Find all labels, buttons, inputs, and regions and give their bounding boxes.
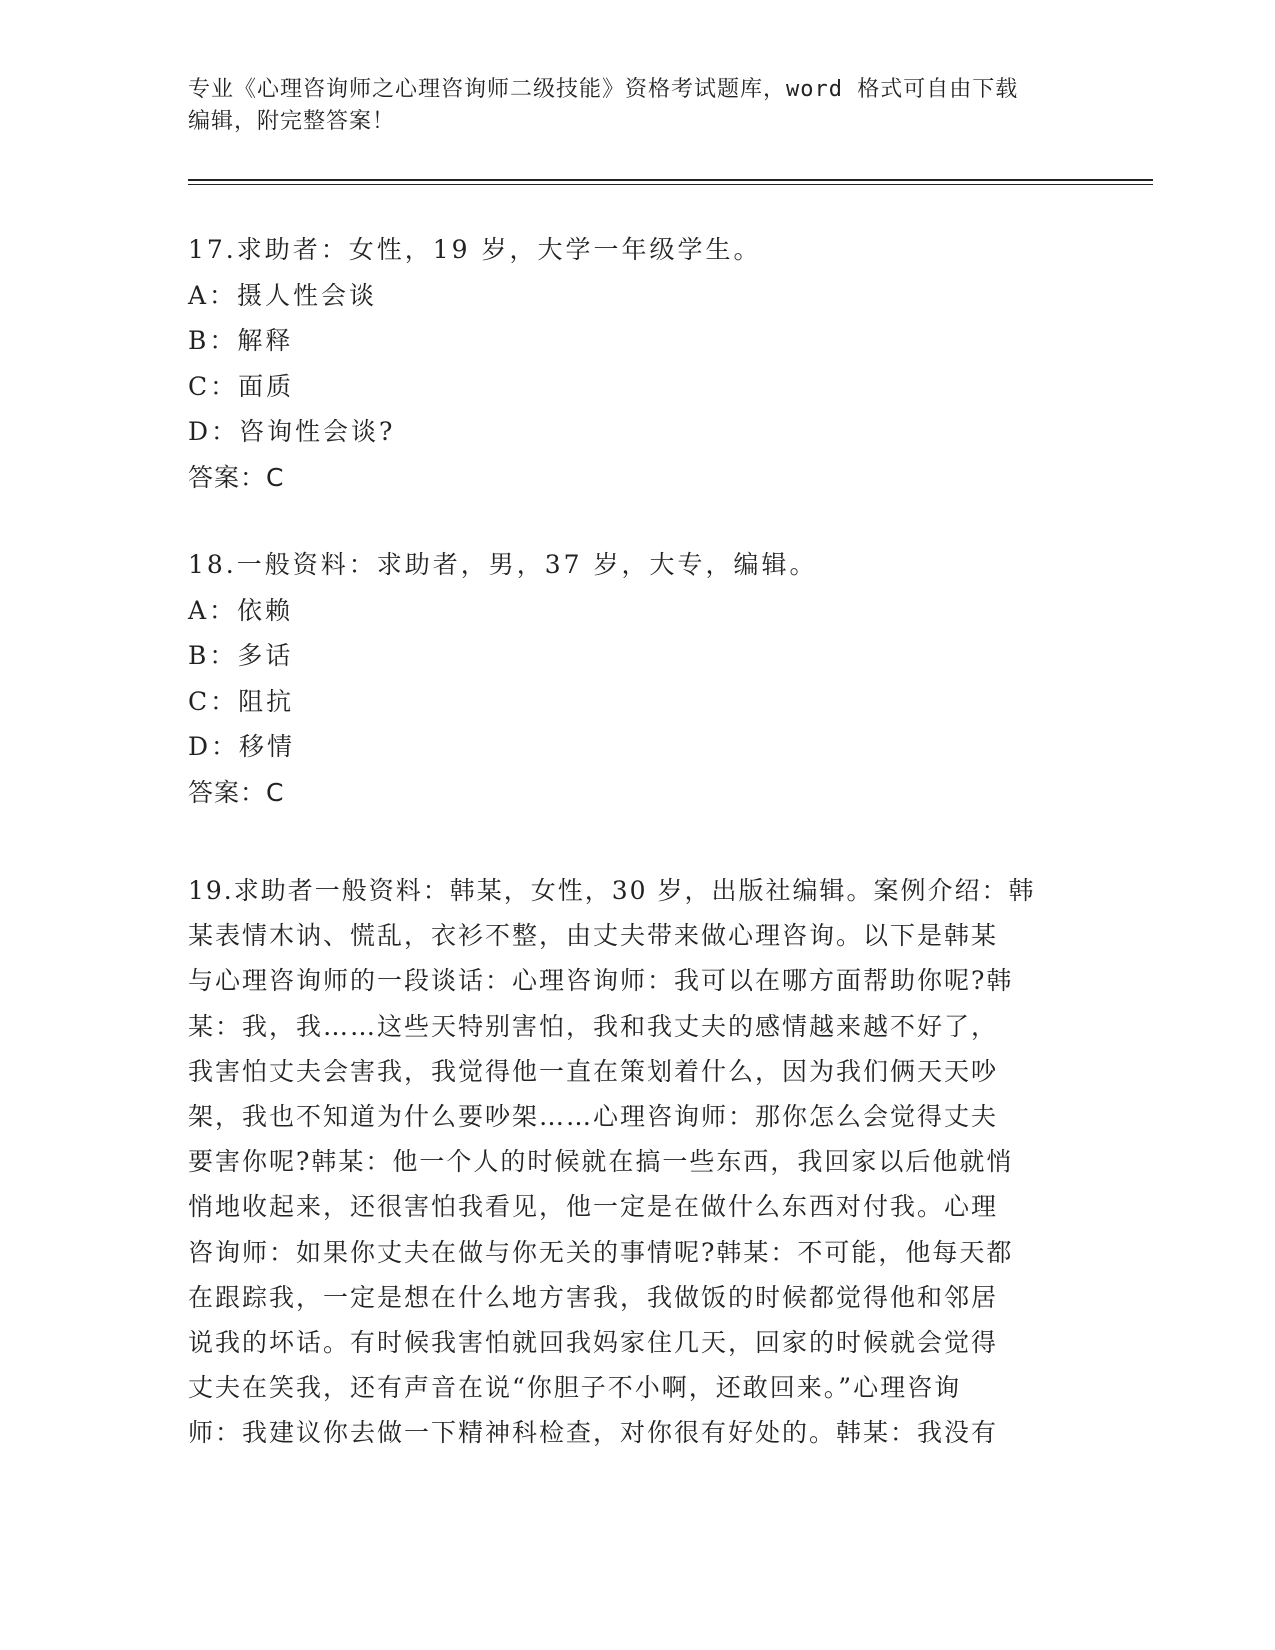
document-header (188, 74, 1088, 138)
question-19-line: 师：我建议你去做一下精神科检查，对你很有好处的。韩某：我没有 (188, 1418, 999, 1448)
option-b: B：解释 (188, 326, 294, 355)
option-d: D：移情 (188, 732, 296, 761)
question-18 (188, 542, 1088, 815)
option-b: B：多话 (188, 641, 294, 670)
header-divider-thin (188, 184, 1153, 185)
option-d: D：咨询性会谈? (188, 417, 396, 446)
header-line-2: 编辑，附完整答案！ (188, 109, 396, 134)
question-19-line: 在跟踪我，一定是想在什么地方害我，我做饭的时候都觉得他和邻居 (188, 1282, 999, 1312)
question-19-line: 丈夫在笑我，还有声音在说“你胆子不小啊，还敢回来。”心理咨询 (188, 1373, 962, 1403)
header-line-1: 专业《心理咨询师之心理咨询师二级技能》资格考试题库，word 格式可自由下载 (188, 77, 1019, 102)
question-stem: 18.一般资料：求助者，男，37 岁，大专，编辑。 (188, 550, 818, 579)
question-19-line: 架，我也不知道为什么要吵架……心理咨询师：那你怎么会觉得丈夫 (188, 1101, 999, 1131)
question-19-line: 悄地收起来，还很害怕我看见，他一定是在做什么东西对付我。心理 (188, 1192, 999, 1222)
question-19-line: 某：我，我……这些天特别害怕，我和我丈夫的感情越来越不好了， (188, 1011, 999, 1041)
question-19-line: 说我的坏话。有时候我害怕就回我妈家住几天，回家的时候就会觉得 (188, 1327, 999, 1357)
option-a: A：依赖 (188, 595, 294, 625)
question-19-line: 要害你呢?韩某：他一个人的时候就在搞一些东西，我回家以后他就悄 (188, 1147, 1014, 1177)
question-19-line: 某表情木讷、慌乱，衣衫不整，由丈夫带来做心理咨询。以下是韩某 (188, 921, 999, 951)
header-divider-thick (188, 179, 1153, 181)
question-stem: 17.求助者：女性，19 岁，大学一年级学生。 (188, 235, 762, 264)
question-19-line: 19.求助者一般资料：韩某，女性，30 岁，出版社编辑。案例介绍：韩 (188, 876, 1036, 905)
question-19-line: 咨询师：如果你丈夫在做与你无关的事情呢?韩某：不可能，他每天都 (188, 1237, 1014, 1267)
option-a: A：摄人性会谈 (188, 280, 378, 310)
question-19-line: 与心理咨询师的一段谈话：心理咨询师：我可以在哪方面帮助你呢?韩 (188, 966, 1014, 996)
question-19 (188, 868, 1088, 1455)
answer-text: 答案：C (188, 777, 285, 807)
answer-text: 答案：C (188, 462, 285, 492)
option-c: C：阻抗 (188, 686, 295, 716)
question-17 (188, 227, 1088, 500)
question-19-line: 我害怕丈夫会害我，我觉得他一直在策划着什么，因为我们俩天天吵 (188, 1056, 999, 1086)
option-c: C：面质 (188, 371, 295, 401)
